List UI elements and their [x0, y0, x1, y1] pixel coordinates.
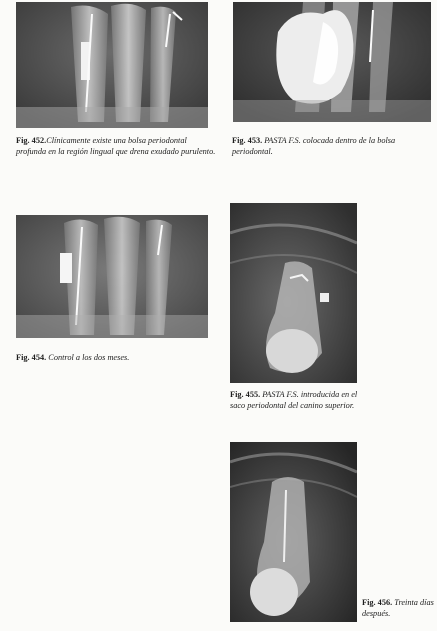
- caption-fig-455: [230, 390, 360, 411]
- caption-fig-453: [232, 136, 435, 157]
- figure-caption: Treinta días después.: [362, 598, 434, 618]
- figure-number: Fig. 453.: [232, 136, 263, 145]
- figure-caption: PASTA F.S. introducida en el saco periodontal del canino superior.: [230, 390, 358, 410]
- caption-fig-452: [16, 136, 216, 157]
- figure-number: Fig. 454.: [16, 353, 47, 362]
- caption-fig-456: [362, 598, 436, 619]
- figure-number: Fig. 456.: [362, 598, 393, 607]
- figure-caption: PASTA F.S. colocada dentro de la bolsa periodontal.: [232, 136, 396, 156]
- figure-number: Fig. 452.: [16, 136, 47, 145]
- radiograph-fig-454: [16, 215, 208, 338]
- figure-caption: Control a los dos meses.: [48, 353, 130, 362]
- radiograph-fig-455: [230, 203, 357, 383]
- figure-caption: Clínicamente existe una bolsa periodontal profunda en la región lingual que drena exudado purulento.: [16, 136, 216, 156]
- caption-fig-454: [16, 353, 216, 364]
- radiograph-fig-452: [16, 2, 208, 128]
- radiograph-fig-453: [233, 2, 431, 122]
- radiograph-fig-456: [230, 442, 357, 622]
- figure-number: Fig. 455.: [230, 390, 261, 399]
